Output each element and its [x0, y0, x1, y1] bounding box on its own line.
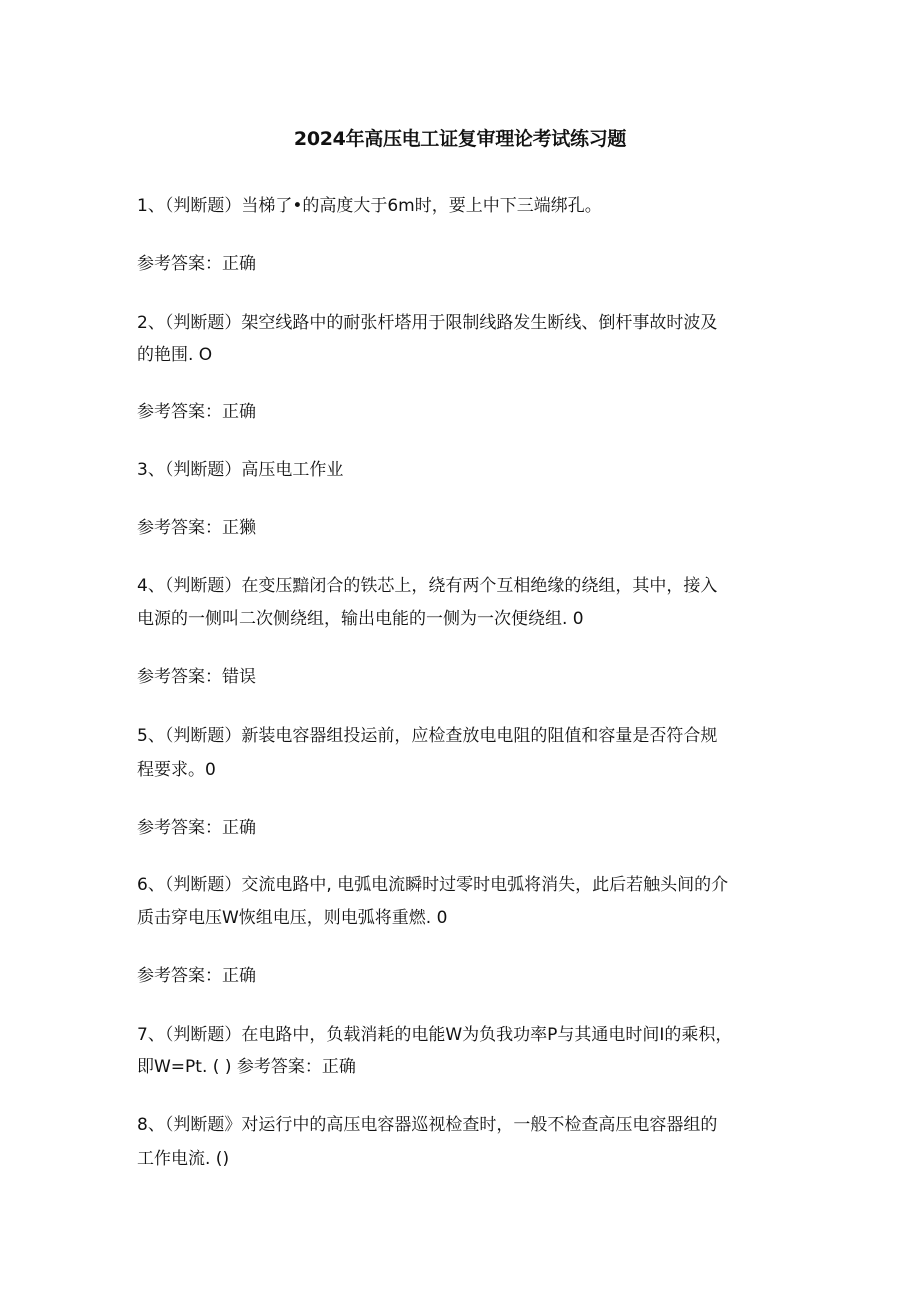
question-5-line-2: 程要求。0	[137, 760, 216, 780]
document-title: 2024年高压电工证复审理论考试练习题	[293, 128, 627, 150]
answer-6: 参考答案：正确	[137, 966, 256, 986]
question-8-line-2: 工作电流. ()	[137, 1149, 230, 1169]
answer-3: 参考答案：正獭	[137, 518, 256, 538]
answer-1: 参考答案：正确	[137, 254, 256, 274]
question-7-line-1: 7、（判断题）在电路中，负载消耗的电能W为负我功率P与其通电时间I的乘积，	[137, 1025, 733, 1045]
question-6-line-2: 质击穿电压W恢组电压，则电弧将重燃. 0	[137, 908, 448, 928]
question-6-line-1: 6、（判断题）交流电路中, 电弧电流瞬时过零时电弧将消失，此后若触头间的介	[137, 875, 729, 895]
question-2-line-1: 2、（判断题）架空线路中的耐张杆塔用于限制线路发生断线、倒杆事故时波及	[137, 313, 718, 333]
answer-4: 参考答案：错误	[137, 667, 256, 687]
answer-2: 参考答案：正确	[137, 402, 256, 422]
question-3-line-1: 3、（判断题）高压电工作业	[137, 460, 344, 480]
question-7-line-2: 即W=Pt. ( ) 参考答案：正确	[137, 1057, 356, 1077]
question-2-line-2: 的艳围. O	[137, 345, 213, 365]
answer-5: 参考答案：正确	[137, 818, 256, 838]
question-5-line-1: 5、（判断题）新装电容器组投运前，应检查放电电阻的阻值和容量是否符合规	[137, 726, 718, 746]
question-1-line-1: 1、（判断题）当梯了•的高度大于6m时，要上中下三端绑孔。	[137, 196, 602, 216]
question-4-line-2: 电源的一侧叫二次侧绕组，输出电能的一侧为一次便绕组. 0	[137, 609, 584, 629]
question-8-line-1: 8、（判断题》对运行中的高压电容器巡视检查时，一般不检查高压电容器组的	[137, 1115, 718, 1135]
question-4-line-1: 4、（判断题）在变压黯闭合的铁芯上，绕有两个互相绝缘的绕组，其中，接入	[137, 576, 718, 596]
